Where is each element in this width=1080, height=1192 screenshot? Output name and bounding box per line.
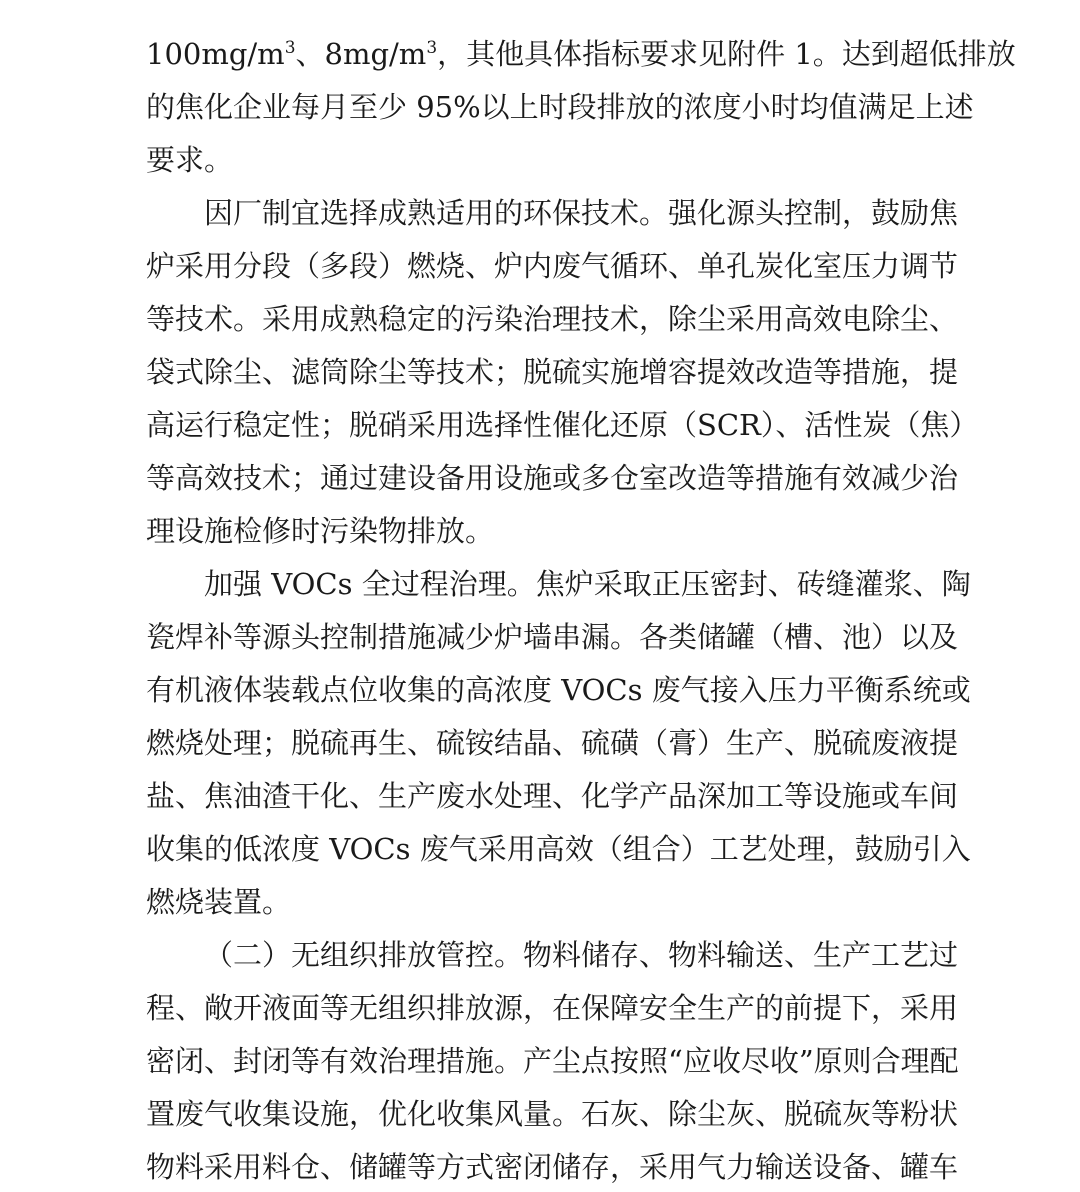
text-line-5: 炉采用分段（多段）燃烧、炉内废气循环、单孔炭化室压力调节 [146, 249, 959, 283]
text-line-14: 燃烧处理；脱硫再生、硫铵结晶、硫磺（膏）生产、脱硫废液提 [146, 726, 959, 760]
text-line-2: 的焦化企业每月至少 95%以上时段排放的浓度小时均值满足上述 [146, 90, 974, 124]
paragraph-first-line: 因厂制宜选择成熟适用的环保技术。强化源头控制，鼓励焦 [204, 196, 959, 230]
text-line-3: 要求。 [146, 143, 234, 177]
text-line-13: 有机液体装载点位收集的高浓度 VOCs 废气接入压力平衡系统或 [146, 673, 971, 707]
text-line-12: 瓷焊补等源头控制措施减少炉墙串漏。各类储罐（槽、池）以及 [146, 620, 959, 654]
text-line-1: $100mg/m^3$、$8mg/m^3$，其他具体指标要求见附件 1。达到超低排放 [146, 37, 1016, 71]
text-line-8: 高运行稳定性；脱硝采用选择性催化还原（SCR）、活性炭（焦） [146, 408, 979, 442]
text-line-20: 密闭、封闭等有效治理措施。产尘点按照“应收尽收”原则合理配 [146, 1044, 959, 1078]
text-line-16: 收集的低浓度 VOCs 废气采用高效（组合）工艺处理，鼓励引入 [146, 832, 971, 866]
section-heading-line: （二）无组织排放管控。物料储存、物料输送、生产工艺过 [204, 938, 959, 972]
text-line-15: 盐、焦油渣干化、生产废水处理、化学产品深加工等设施或车间 [146, 779, 959, 813]
text-line-6: 等技术。采用成熟稳定的污染治理技术，除尘采用高效电除尘、 [146, 302, 959, 336]
text-line-22: 物料采用料仓、储罐等方式密闭储存，采用气力输送设备、罐车 [146, 1150, 959, 1184]
text-line-9: 等高效技术；通过建设备用设施或多仓室改造等措施有效减少治 [146, 461, 959, 495]
text-line-21: 置废气收集设施，优化收集风量。石灰、除尘灰、脱硫灰等粉状 [146, 1097, 959, 1131]
text-line-10: 理设施检修时污染物排放。 [146, 514, 495, 548]
text-line-19: 程、敞开液面等无组织排放源，在保障安全生产的前提下，采用 [146, 991, 959, 1025]
paragraph-first-line: 加强 VOCs 全过程治理。焦炉采取正压密封、砖缝灌浆、陶 [204, 567, 971, 601]
text-line-17: 燃烧装置。 [146, 885, 292, 919]
text-line-7: 袋式除尘、滤筒除尘等技术；脱硫实施增容提效改造等措施，提 [146, 355, 959, 389]
